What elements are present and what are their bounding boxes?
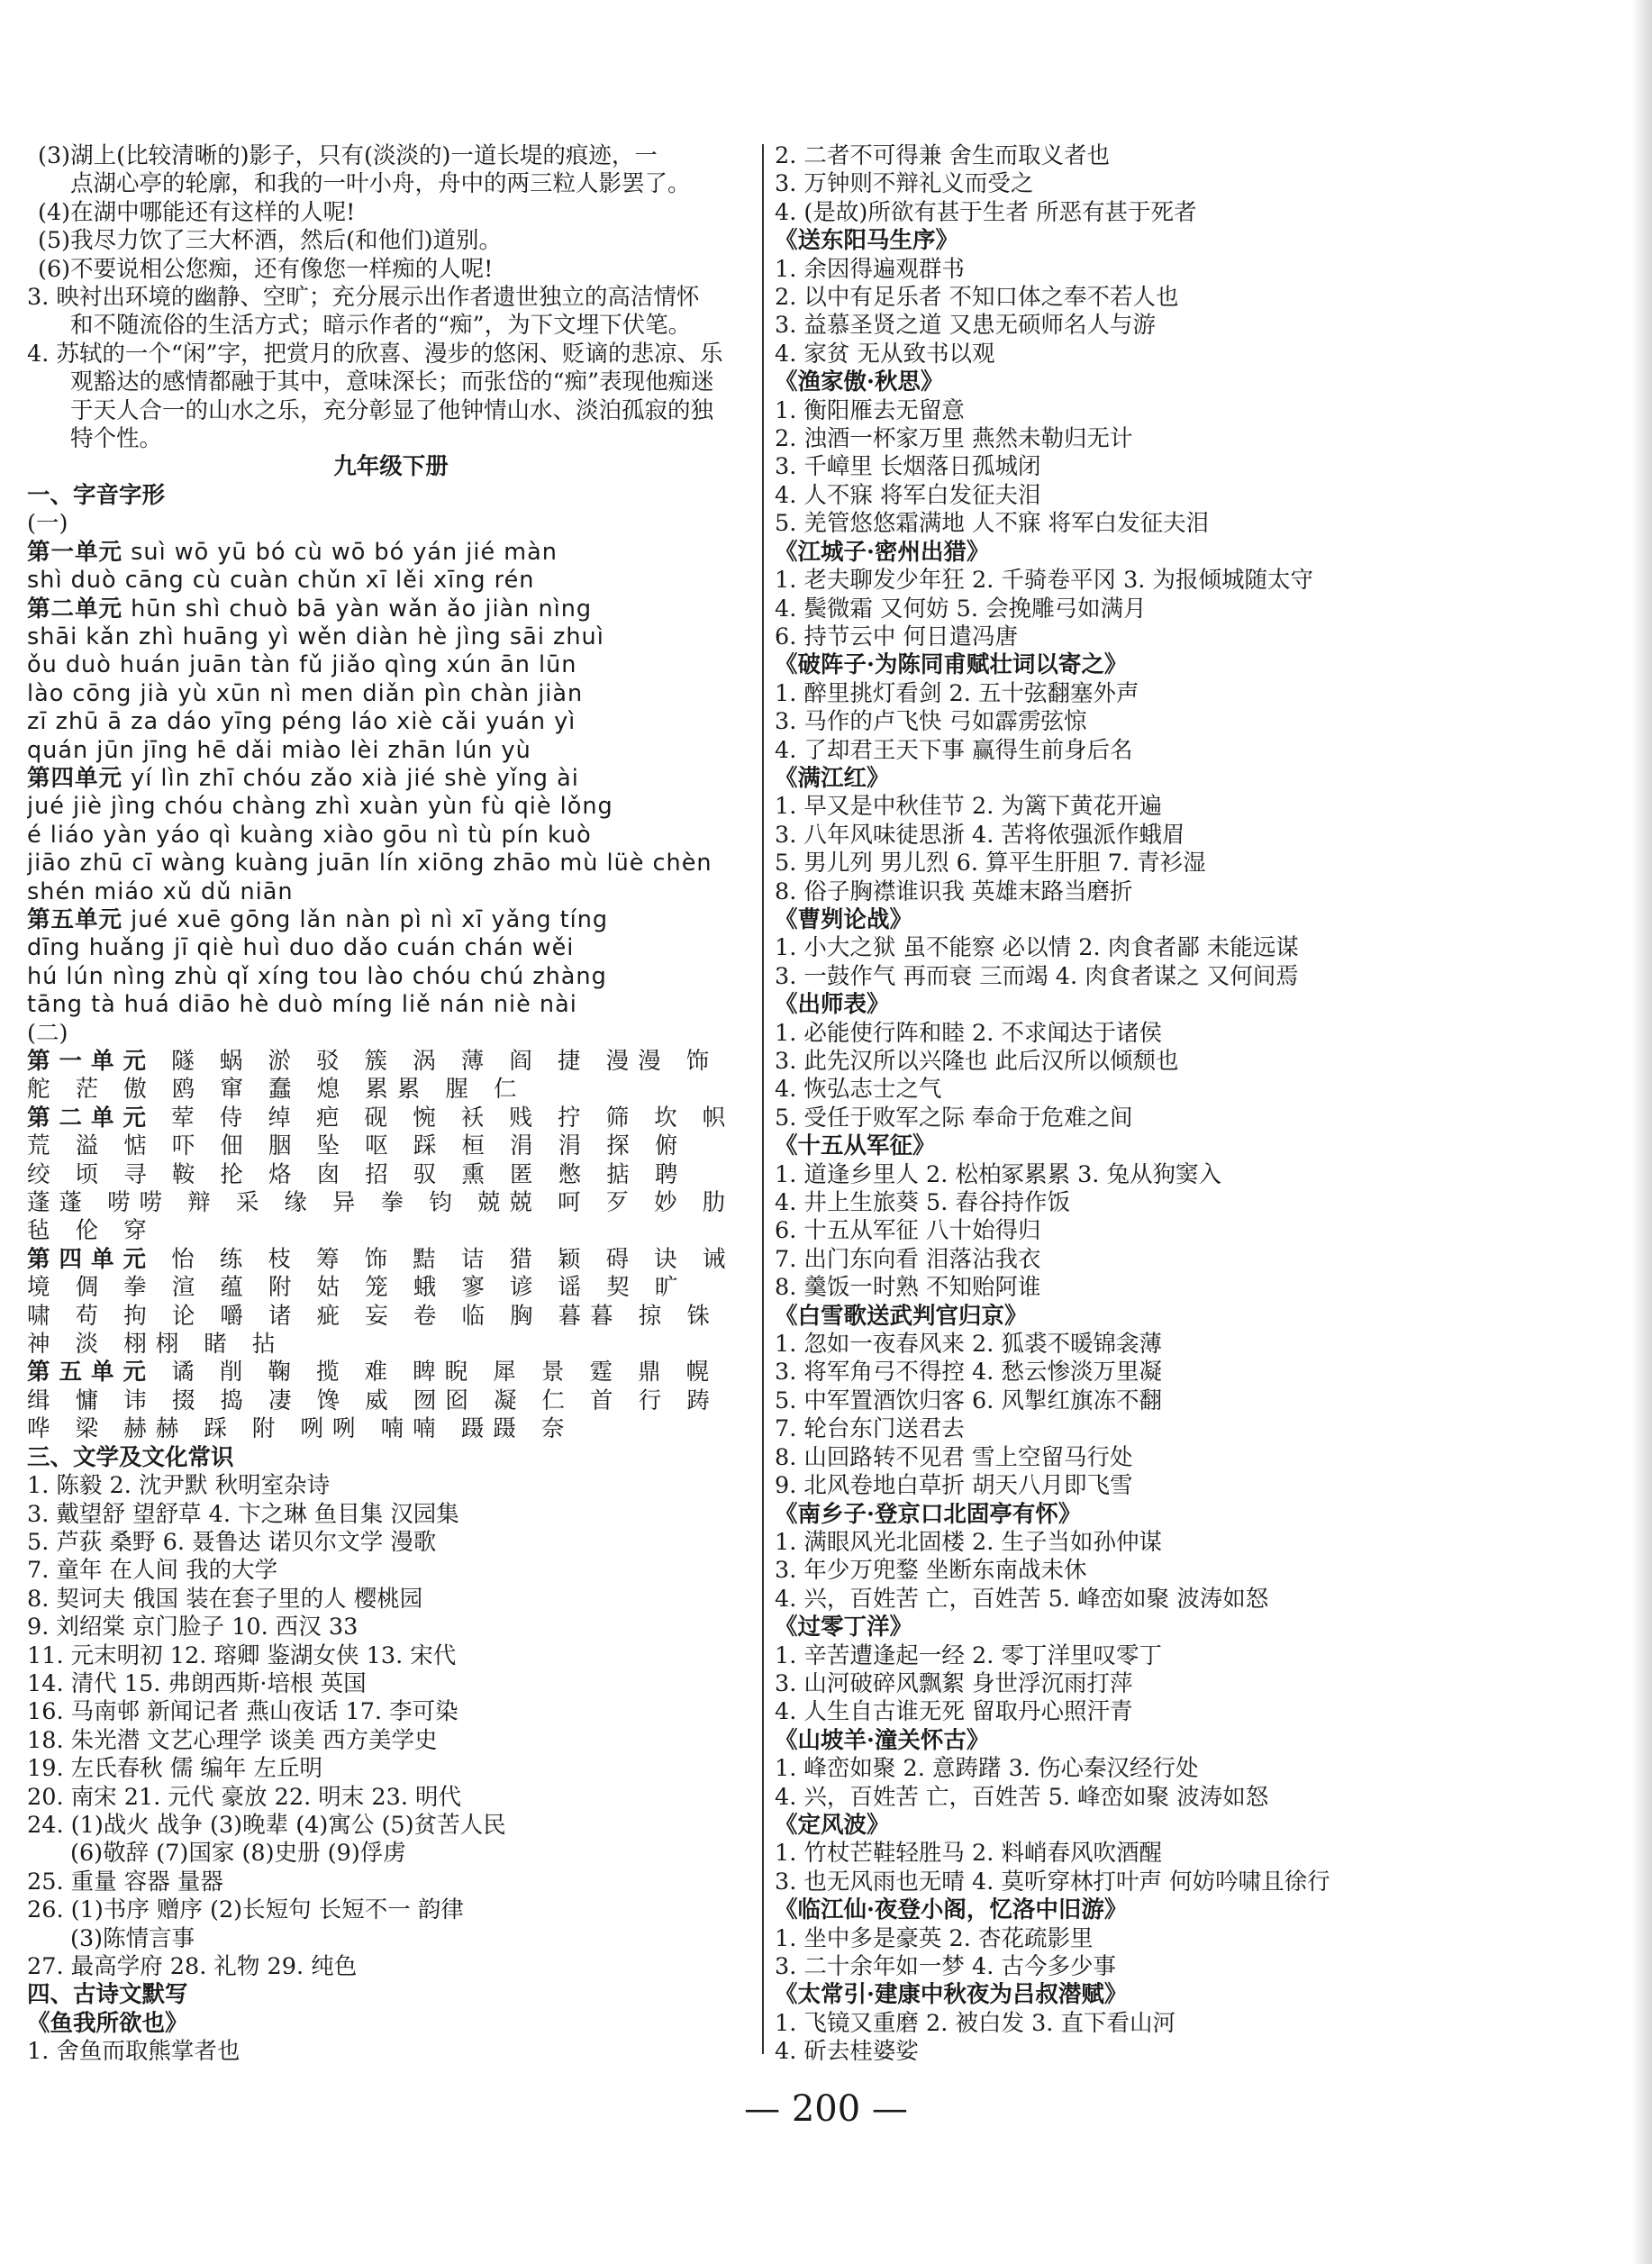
left-text-line: shāi kǎn zhì huāng yì wěn diàn hè jìng sāi zhuì [27, 623, 604, 650]
left-text-line: dīng huǎng jī qiè huì duo dǎo cuán chán wěi [27, 934, 575, 962]
right-text-line: 3. 益慕圣贤之道 又患无硕师名人与游 [775, 312, 1157, 340]
right-text-line: 《十五从军征》 [775, 1132, 936, 1160]
left-text-line [27, 1246, 755, 1274]
left-text-line: (3)湖上(比较清晰的)影子，只有(淡淡的)一道长堤的痕迹，一 [38, 142, 658, 169]
right-text-line: 1. 老夫聊发少年狂 2. 千骑卷平冈 3. 为报倾城随太守 [775, 567, 1314, 595]
unit-content: 荤 侍 绰 疤 砚 惋 袄 贱 拧 筛 坎 帜 [155, 1104, 735, 1132]
right-text-line: 3. 二十余年如一梦 4. 古今多少事 [775, 1953, 1116, 1980]
left-text-line: hú lún nìng zhù qǐ xíng tou lào chóu chú zhàng [27, 962, 607, 990]
right-text-line: 4. 恢弘志士之气 [775, 1076, 942, 1104]
unit-content: 谲 削 鞠 揽 难 睥睨 犀 景 霆 鼎 幌 [155, 1359, 719, 1387]
left-text-line: 11. 元末明初 12. 瑢卿 鉴湖女侠 13. 宋代 [27, 1641, 457, 1669]
right-text-line: 4. 家贫 无从致书以观 [775, 340, 995, 368]
right-text-line: 8. 山回路转不见君 雪上空留马行处 [775, 1443, 1133, 1471]
left-text-line: 蓬蓬 唠唠 辩 采 缘 异 拳 钧 兢兢 呵 歹 妙 肋 [27, 1189, 735, 1217]
right-text-line: 1. 峰峦如聚 2. 意踌躇 3. 伤心秦汉经行处 [775, 1755, 1199, 1783]
unit-label: 第二单元 [27, 1104, 156, 1132]
left-text-line: 4. 苏轼的一个“闲”字，把赏月的欣喜、漫步的悠闲、贬谪的悲凉、乐 [27, 340, 723, 368]
left-text-line: (6)不要说相公您痴，还有像您一样痴的人呢! [38, 255, 494, 283]
right-text-line: 3. 年少万兜鍪 坐断东南战未休 [775, 1557, 1087, 1585]
left-text-line: 哗 梁 赫赫 踩 附 咧咧 喃喃 蹑蹑 奈 [27, 1415, 574, 1443]
unit-label: 第五单元 [27, 905, 123, 933]
column-divider [762, 144, 764, 2054]
right-text-line: 1. 竹杖芒鞋轻胜马 2. 料峭春风吹酒醒 [775, 1840, 1162, 1868]
left-text-line: (3)陈情言事 [70, 1924, 195, 1952]
left-text-line: lào cōng jià yù xūn nì men diǎn pìn chàn jiàn [27, 679, 584, 707]
left-text-line: 毡 伦 穿 [27, 1217, 156, 1245]
right-text-line: 8. 俗子胸襟谁识我 英雄末路当磨折 [775, 877, 1133, 905]
right-text-line: 2. 二者不可得兼 舍生而取义者也 [775, 142, 1111, 169]
right-text-line: 1. 坐中多是豪英 2. 杏花疏影里 [775, 1924, 1094, 1952]
right-text-line: 7. 轮台东门送君去 [775, 1415, 965, 1443]
right-text-line: 1. 小大之狱 虽不能察 必以情 2. 肉食者鄙 未能远谋 [775, 934, 1299, 962]
left-text-line: (二) [27, 1019, 68, 1047]
left-text-line: 神 淡 栩栩 睹 拈 [27, 1331, 285, 1359]
left-text-line: 27. 最高学府 28. 礼物 29. 纯色 [27, 1953, 358, 1980]
left-text-line: 一、字音字形 [27, 481, 166, 509]
left-text-line: 20. 南宋 21. 元代 豪放 22. 明末 23. 明代 [27, 1783, 462, 1811]
left-column [27, 142, 755, 2067]
unit-label: 第二单元 [27, 595, 123, 623]
left-text-line: 特个性。 [70, 425, 163, 453]
left-text-line: 1. 舍鱼而取熊掌者也 [27, 2038, 241, 2066]
right-text-line: 《过零丁洋》 [775, 1614, 913, 1641]
unit-content: suì wō yū bó cù wō bó yán jié màn [123, 538, 558, 566]
left-text-line: (6)敬辞 (7)国家 (8)史册 (9)俘虏 [70, 1840, 406, 1868]
right-text-line: 《定风波》 [775, 1811, 890, 1839]
right-text-line: 5. 中军置酒饮归客 6. 风掣红旗冻不翻 [775, 1387, 1162, 1414]
right-text-line: 1. 衡阳雁去无留意 [775, 396, 965, 424]
left-text-line [27, 1359, 755, 1387]
right-text-line: 1. 忽如一夜春风来 2. 狐裘不暖锦衾薄 [775, 1331, 1162, 1359]
left-text-line: (一) [27, 510, 68, 538]
right-text-line: 《临江仙·夜登小阁，忆洛中旧游》 [775, 1896, 1128, 1924]
left-text-line: 18. 朱光潜 文艺心理学 谈美 西方美学史 [27, 1726, 438, 1754]
right-text-line: 9. 北风卷地白草折 胡天八月即飞雪 [775, 1472, 1133, 1500]
unit-content: yí lìn zhī chóu zǎo xià jié shè yǐng ài [123, 764, 579, 792]
left-text-line: 14. 清代 15. 弗朗西斯·培根 英国 [27, 1669, 367, 1697]
left-text-line: shén miáo xǔ dǔ niān [27, 877, 294, 905]
unit-label: 第四单元 [27, 1245, 156, 1273]
right-text-line: 1. 道逢乡里人 2. 松柏冢累累 3. 兔从狗窦入 [775, 1160, 1222, 1188]
right-column [775, 142, 1495, 2067]
left-text-line [27, 596, 755, 623]
right-text-line: 3. 也无风雨也无晴 4. 莫听穿林打叶声 何妨吟啸且徐行 [775, 1868, 1330, 1896]
right-text-line: 4. 斫去桂婆娑 [775, 2038, 919, 2066]
right-text-line: 4. (是故)所欲有甚于生者 所恶有甚于死者 [775, 198, 1197, 226]
right-text-line: 3. 将军角弓不得控 4. 愁云惨淡万里凝 [775, 1359, 1162, 1387]
left-text-line: quán jūn jīng hē dǎi miào lèi zhān lún yù [27, 736, 531, 764]
left-text-line: zī zhū ā za dáo yīng péng láo xiè cǎi yuán yì [27, 708, 576, 736]
right-text-line: 5. 羌管悠悠霜满地 人不寐 将军白发征夫泪 [775, 510, 1210, 538]
left-text-line: 《鱼我所欲也》 [27, 2009, 188, 2037]
left-text-line: 缉 慵 讳 掇 捣 凄 馋 威 囫囵 凝 仁 首 行 踌 [27, 1387, 719, 1414]
left-text-line: 和不随流俗的生活方式；暗示作者的“痴”，为下文埋下伏笔。 [70, 312, 692, 340]
right-text-line: 《满江红》 [775, 764, 890, 792]
left-text-line [27, 1048, 755, 1076]
right-text-line: 《破阵子·为陈同甫赋壮词以寄之》 [775, 651, 1128, 679]
right-text-line: 4. 井上生旅葵 5. 舂谷持作饭 [775, 1189, 1070, 1217]
left-text-line: 荒 溢 惦 吓 佃 胭 坠 呕 踩 桓 涓 涓 探 俯 [27, 1132, 687, 1160]
right-text-line: 3. 八年风味徒思浙 4. 苦将侬强派作蛾眉 [775, 821, 1185, 849]
right-text-line: 1. 满眼风光北固楼 2. 生子当如孙仲谋 [775, 1528, 1162, 1556]
right-text-line: 4. 兴，百姓苦 亡，百姓苦 5. 峰峦如聚 波涛如怒 [775, 1585, 1269, 1613]
left-text-line: 九年级下册 [333, 453, 449, 481]
left-text-line: 舵 茫 傲 鸥 窜 蠢 熄 累累 腥 仁 [27, 1076, 526, 1104]
left-text-line: jué jiè jìng chóu chàng zhì xuàn yùn fù qiè lǒng [27, 793, 613, 821]
left-text-line: 19. 左氏春秋 儒 编年 左丘明 [27, 1755, 322, 1783]
right-text-line: 1. 醉里挑灯看剑 2. 五十弦翻塞外声 [775, 679, 1139, 707]
unit-label: 第一单元 [27, 538, 123, 566]
right-text-line: 5. 男儿列 男儿烈 6. 算平生肝胆 7. 青衫湿 [775, 850, 1206, 877]
left-text-line: jiāo zhū cī wàng kuàng juān lín xiōng zhāo mù lüè chèn [27, 850, 713, 877]
right-text-line: 1. 飞镜又重磨 2. 被白发 3. 直下看山河 [775, 2009, 1176, 2037]
left-text-line: shì duò cāng cù cuàn chǔn xī lěi xīng rén [27, 567, 535, 595]
left-text-line: (5)我尽力饮了三大杯酒，然后(和他们)道别。 [38, 227, 503, 255]
left-text-line: 25. 重量 容器 量器 [27, 1868, 223, 1896]
left-text-line [27, 765, 755, 793]
right-text-line: 《渔家傲·秋思》 [775, 368, 944, 396]
right-text-line: 2. 浊酒一杯家万里 燕然未勒归无计 [775, 425, 1133, 453]
right-text-line: 3. 万钟则不辩礼义而受之 [775, 170, 1034, 198]
left-text-line: 啸 苟 拘 论 嚼 诸 疵 妄 卷 临 胸 暮暮 掠 铢 [27, 1302, 719, 1330]
left-text-line: 24. (1)战火 战争 (3)晚辈 (4)寓公 (5)贫苦人民 [27, 1811, 506, 1839]
right-text-line: 《出师表》 [775, 991, 890, 1019]
left-text-line: 16. 马南邨 新闻记者 燕山夜话 17. 李可染 [27, 1698, 458, 1726]
right-text-line: 4. 人不寐 将军白发征夫泪 [775, 481, 1041, 509]
right-text-line: 3. 千嶂里 长烟落日孤城闭 [775, 453, 1041, 481]
left-text-line: (4)在湖中哪能还有这样的人呢! [38, 198, 356, 226]
right-text-line: 《江城子·密州出猎》 [775, 538, 990, 566]
left-text-line: 绞 顷 寻 鞍 抡 烙 囱 招 驭 熏 匿 憋 掂 聘 [27, 1160, 687, 1188]
left-text-line: 26. (1)书序 赠序 (2)长短句 长短不一 韵律 [27, 1896, 464, 1924]
right-text-line: 《山坡羊·潼关怀古》 [775, 1726, 990, 1754]
right-text-line: 2. 以中有足乐者 不知口体之奉不若人也 [775, 284, 1179, 312]
right-text-line: 4. 人生自古谁无死 留取丹心照汗青 [775, 1698, 1133, 1726]
unit-label: 第一单元 [27, 1048, 156, 1075]
right-text-line: 3. 一鼓作气 再而衰 三而竭 4. 肉食者谋之 又何间焉 [775, 962, 1299, 990]
left-text-line: 于天人合一的山水之乐，充分彰显了他钟情山水、淡泊孤寂的独 [70, 396, 714, 424]
left-text-line: ǒu duò huán juān tàn fǔ jiǎo qìng xún ān lūn [27, 651, 577, 679]
page-edge-shadow [1632, 0, 1652, 2264]
right-text-line: 3. 此先汉所以兴隆也 此后汉所以倾颓也 [775, 1048, 1179, 1075]
left-text-line: 三、文学及文化常识 [27, 1443, 234, 1471]
right-text-line: 7. 出门东向看 泪落沾我衣 [775, 1245, 1041, 1273]
right-text-line: 6. 持节云中 何日遣冯唐 [775, 623, 1019, 650]
right-text-line: 4. 鬓微霜 又何妨 5. 会挽雕弓如满月 [775, 595, 1147, 623]
unit-content: hūn shì chuò bā yàn wǎn ǎo jiàn nìng [123, 595, 593, 623]
right-text-line: 5. 受任于败军之际 奉命于危难之间 [775, 1104, 1133, 1132]
right-text-line: 8. 羹饭一时熟 不知贻阿谁 [775, 1274, 1041, 1302]
right-text-line: 3. 马作的卢飞快 弓如霹雳弦惊 [775, 708, 1087, 736]
right-text-line: 3. 山河破碎风飘絮 身世浮沉雨打萍 [775, 1669, 1133, 1697]
unit-content: 隧 蜗 淤 驳 簇 涡 薄 阎 捷 漫漫 饰 [155, 1048, 719, 1075]
left-text-line: 观豁达的感情都融于其中，意味深长；而张岱的“痴”表现他痴迷 [70, 368, 714, 396]
page-number: — 200 — [744, 2088, 908, 2130]
left-text-line: 境 倜 拳 渲 蕴 附 姑 笼 蛾 寥 谚 谣 契 旷 [27, 1274, 687, 1302]
right-text-line: 6. 十五从军征 八十始得归 [775, 1217, 1041, 1245]
right-text-line: 《太常引·建康中秋夜为吕叔潜赋》 [775, 1981, 1128, 2009]
left-text-line: 3. 映衬出环境的幽静、空旷；充分展示出作者遗世独立的高洁情怀 [27, 284, 700, 312]
right-text-line: 1. 必能使行阵和睦 2. 不求闻达于诸侯 [775, 1019, 1162, 1047]
unit-label: 第四单元 [27, 764, 123, 792]
left-text-line: 7. 童年 在人间 我的大学 [27, 1557, 278, 1585]
unit-label: 第五单元 [27, 1359, 156, 1387]
left-text-line [27, 906, 755, 934]
right-text-line: 4. 兴，百姓苦 亡，百姓苦 5. 峰峦如聚 波涛如怒 [775, 1783, 1269, 1811]
left-text-line: tāng tà huá diāo hè duò míng liě nán niè nài [27, 991, 577, 1019]
right-text-line: 《曹刿论战》 [775, 905, 913, 933]
right-text-line: 1. 余因得遍观群书 [775, 255, 965, 283]
unit-content: jué xuē gōng lǎn nàn pì nì xī yǎng tíng [123, 905, 609, 933]
left-text-line: 点湖心亭的轮廓，和我的一叶小舟，舟中的两三粒人影罢了。 [70, 170, 691, 198]
left-text-line: 1. 陈毅 2. 沈尹默 秋明室杂诗 [27, 1472, 331, 1500]
right-text-line: 《送东阳马生序》 [775, 227, 959, 255]
right-text-line: 4. 了却君王天下事 赢得生前身后名 [775, 736, 1133, 764]
left-text-line [27, 539, 755, 567]
left-text-line: 5. 芦荻 桑野 6. 聂鲁达 诺贝尔文学 漫歌 [27, 1528, 437, 1556]
right-text-line: 《白雪歌送武判官归京》 [775, 1302, 1028, 1330]
left-text-line [27, 1105, 755, 1132]
left-text-line: 9. 刘绍棠 京门脸子 10. 西汉 33 [27, 1614, 359, 1641]
unit-content: 怡 练 枝 筹 饰 黠 诘 猎 颖 碍 诀 诫 [155, 1245, 735, 1273]
right-text-line: 《南乡子·登京口北固亭有怀》 [775, 1500, 1082, 1528]
left-text-line: é liáo yàn yáo qì kuàng xiào gōu nì tù pín kuò [27, 821, 592, 849]
left-text-line: 8. 契诃夫 俄国 装在套子里的人 樱桃园 [27, 1585, 423, 1613]
right-text-line: 1. 辛苦遭逢起一经 2. 零丁洋里叹零丁 [775, 1641, 1162, 1669]
left-text-line: 四、古诗文默写 [27, 1981, 188, 2009]
left-text-line: 3. 戴望舒 望舒草 4. 卞之琳 鱼目集 汉园集 [27, 1500, 459, 1528]
right-text-line: 1. 早又是中秋佳节 2. 为篱下黄花开遍 [775, 793, 1162, 821]
